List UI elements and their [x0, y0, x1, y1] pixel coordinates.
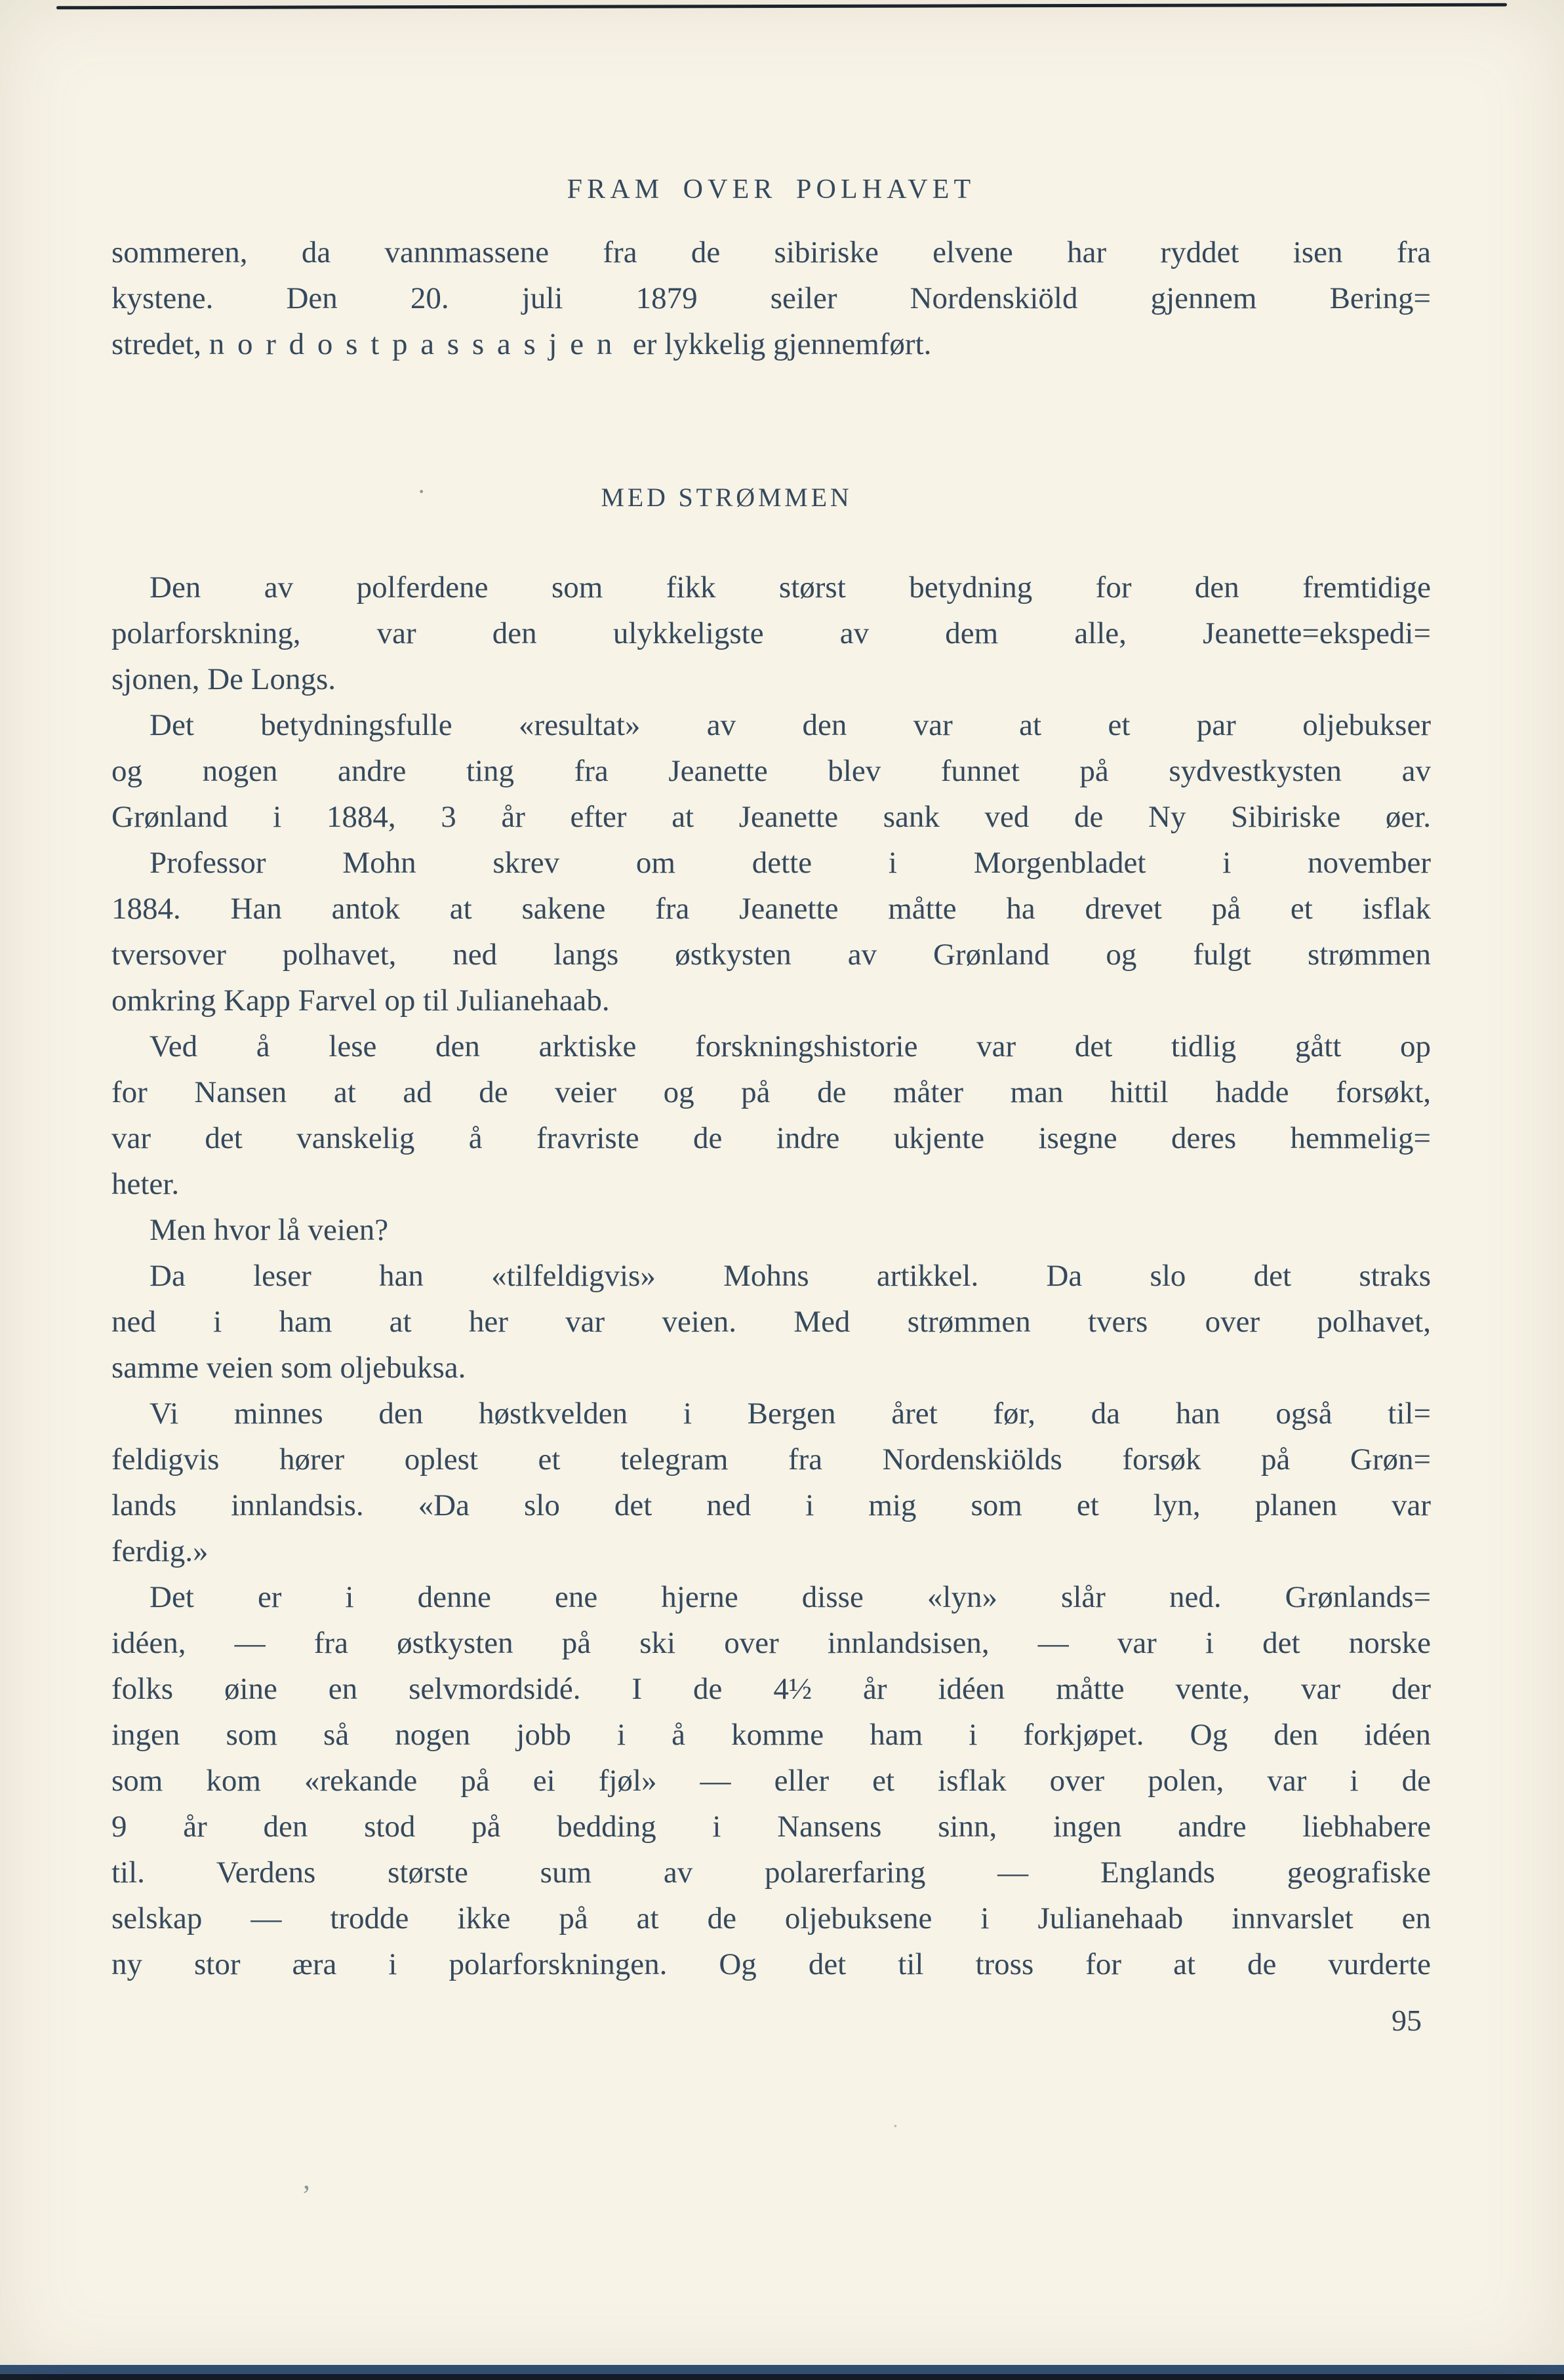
text-line: sjonen, De Longs. — [111, 662, 336, 696]
text-line: Ved å lese den arktiske forskningshistorie var det tidlig gått op — [150, 1029, 1431, 1063]
scan-artifact: · — [417, 477, 426, 506]
letter-spaced-word: nordostpassasjen — [209, 327, 626, 361]
scan-artifact: , — [303, 2163, 310, 2195]
scan-bottom-edge — [0, 2365, 1564, 2380]
page-number: 95 — [1392, 2004, 1422, 2037]
text-line: til. Verdens største sum av polarerfaring — Englands geografiske — [111, 1855, 1431, 1890]
text-line: ny stor æra i polarforskningen. Og det til tross for at de vurderte — [111, 1947, 1431, 1981]
text-line: omkring Kapp Farvel op til Julianehaab. — [111, 983, 610, 1018]
text-line: ingen som så nogen jobb i å komme ham i forkjøpet. Og den idéen — [111, 1718, 1431, 1752]
text-line: heter. — [111, 1167, 180, 1201]
section-heading: MED STRØMMEN — [601, 483, 852, 512]
text-line: Den av polferdene som fikk størst betydning for den fremtidige — [150, 570, 1431, 605]
text-line: feldigvis hører oplest et telegram fra Nordenskiölds forsøk på Grøn= — [111, 1442, 1431, 1477]
text-segment: er lykkelig gjennemført. — [625, 327, 932, 361]
text-line: lands innlandsis. «Da slo det ned i mig som et lyn, planen var — [111, 1488, 1431, 1522]
text-line: tversover polhavet, ned langs østkysten av Grønland og fulgt strømmen — [111, 938, 1431, 972]
text-line: Vi minnes den høstkvelden i Bergen året før, da han også til= — [150, 1397, 1431, 1431]
text-line: polarforskning, var den ulykkeligste av dem alle, Jeanette=ekspedi= — [111, 616, 1431, 650]
body-paragraphs — [111, 565, 1431, 1987]
text-line: Grønland i 1884, 3 år efter at Jeanette sank ved de Ny Sibiriske øer. — [111, 800, 1431, 834]
text-line: var det vanskelig å fravriste de indre ukjente isegne deres hemmelig= — [111, 1121, 1431, 1155]
text-line: for Nansen at ad de veier og på de måter man hittil hadde forsøkt, — [111, 1075, 1431, 1109]
text-line: ned i ham at her var veien. Med strømmen tvers over polhavet, — [111, 1305, 1431, 1339]
text-line: Det er i denne ene hjerne disse «lyn» slår ned. Grønlands= — [150, 1580, 1431, 1614]
text-line: som kom «rekande på ei fjøl» — eller et isflak over polen, var i de — [111, 1764, 1431, 1798]
scan-artifact: · — [892, 2114, 899, 2137]
text-block — [111, 229, 1431, 2037]
running-header: FRAM OVER POLHAVET — [567, 174, 976, 205]
text-line — [111, 321, 1431, 367]
text-line: 1884. Han antok at sakene fra Jeanette måtte ha drevet på et isflak — [111, 892, 1431, 926]
text-line: Men hvor lå veien? — [150, 1213, 389, 1247]
text-line: Det betydningsfulle «resultat» av den var at et par oljebukser — [150, 708, 1431, 742]
intro-paragraph — [111, 229, 1431, 367]
text-line: Professor Mohn skrev om dette i Morgenbladet i november — [150, 846, 1431, 880]
text-line: ferdig.» — [111, 1534, 209, 1568]
text-line: 9 år den stod på bedding i Nansens sinn, ingen andre liebhabere — [111, 1810, 1431, 1844]
text-segment: stredet, — [111, 327, 209, 361]
text-line: selskap — trodde ikke på at de oljebuksene i Julianehaab innvarslet en — [111, 1901, 1431, 1935]
text-line: Da leser han «tilfeldigvis» Mohns artikkel. Da slo det straks — [150, 1259, 1431, 1293]
text-line: folks øine en selvmordsidé. I de 4½ år idéen måtte vente, var der — [111, 1672, 1431, 1706]
text-line: samme veien som oljebuksa. — [111, 1351, 466, 1385]
text-line: kystene. Den 20. juli 1879 seiler Nordenskiöld gjennem Bering= — [111, 281, 1431, 315]
text-line: idéen, — fra østkysten på ski over innlandsisen, — var i det norske — [111, 1626, 1431, 1660]
text-line: og nogen andre ting fra Jeanette blev funnet på sydvestkysten av — [111, 754, 1431, 788]
text-line: sommeren, da vannmassene fra de sibiriske elvene har ryddet isen fra — [111, 235, 1431, 269]
scan-top-edge-line — [56, 3, 1507, 10]
